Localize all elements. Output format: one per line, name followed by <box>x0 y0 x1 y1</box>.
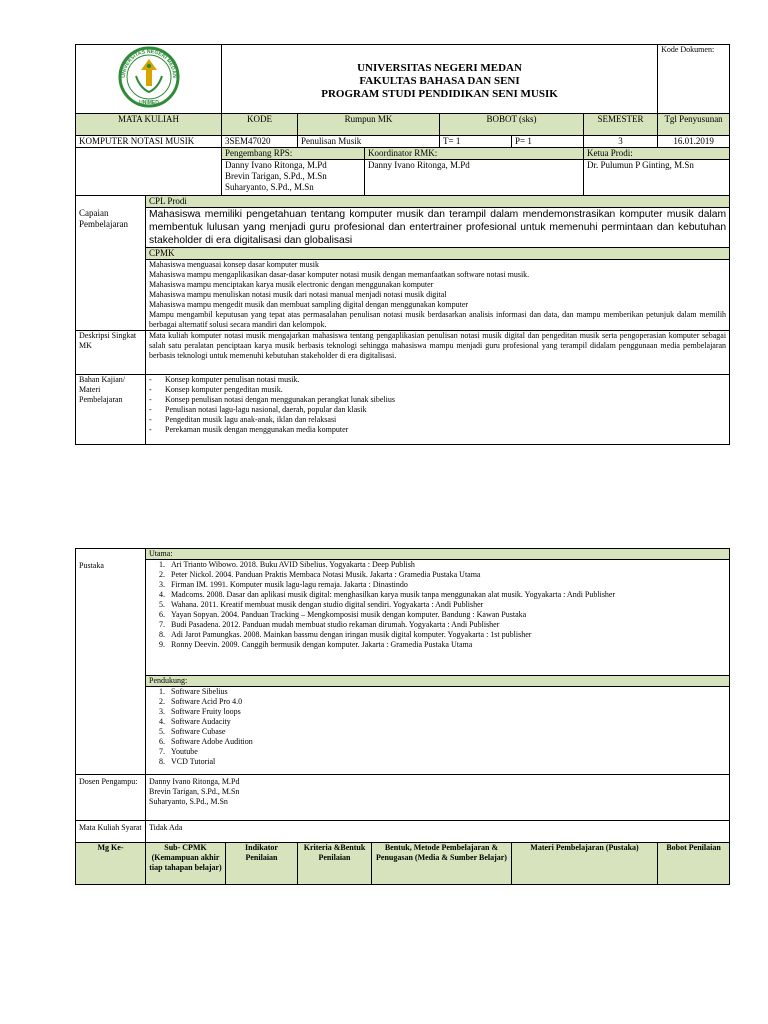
utama-list <box>146 560 730 676</box>
bahan-item: - Perekaman musik dengan menggunakan media komputer <box>149 425 349 434</box>
university-name: UNIVERSITAS NEGERI MEDAN <box>357 61 522 74</box>
logo-text-bottom: UNIMED <box>138 99 159 106</box>
ref-item: 5. Wahana. 2011. Kreatif membuat musik dengan studio digital sendiri. Yogyakarta : Andi Publisher <box>159 600 484 609</box>
bahan-item: - Konsep komputer penulisan notasi musik. <box>149 375 300 384</box>
rps-table-top <box>75 44 730 445</box>
col-mata-kuliah: MATA KULIAH <box>76 114 222 136</box>
support-item: 2. Software Acid Pro 4.0 <box>159 697 243 706</box>
support-item: 6. Software Adobe Audition <box>159 737 253 746</box>
col-mg: Mg Ke- <box>76 843 146 885</box>
pendukung-list <box>146 687 730 775</box>
col-rumpun: Rumpun MK <box>298 114 440 136</box>
logo-text-top: UNIVERSITAS NEGERI MEDAN <box>120 48 177 78</box>
bahan-item: - Konsep penulisan notasi dengan menggunakan perangkat lunak sibelius <box>149 395 395 404</box>
support-item: 8. VCD Tutorial <box>159 757 216 766</box>
kode-dokumen: Kode Dokumen: <box>658 45 730 114</box>
cpmk-item: Mahasiswa menguasai konsep dasar komputer musik <box>149 260 319 269</box>
koordinator-label: Koordinator RMK: <box>365 148 584 160</box>
col-materi: Materi Pembelajaran (Pustaka) <box>512 843 658 885</box>
support-item: 3. Software Fruity loops <box>159 707 241 716</box>
cpmk-list <box>146 260 730 331</box>
support-item: 5. Software Cubase <box>159 727 226 736</box>
deskripsi-text: Mata kuliah komputer notasi musik mengajarkan mahasiswa tentang pengaplikasian penulisan notasi musik digital dan pengeditan musik serta pengoperasian komputer sebagai salah satu peralatan penciptaan karya musik berbasis teknologi sehingga mahasiswa mampu menjadi guru profesional yang terampil didalam penggunaan media pembelajaran berbasis teknologi untuk memenuhi kebutuhan stakeholder di era digitalisasi. <box>146 331 730 375</box>
utama-label: Utama: <box>146 549 730 560</box>
cpmk-label: CPMK <box>146 248 730 260</box>
course-name: KOMPUTER NOTASI MUSIK <box>76 136 222 148</box>
col-tgl: Tgl Penyusunan <box>658 114 730 136</box>
ref-item: 1. Ari Trianto Wibowo. 2018. Buku AVID Sibelius. Yogyakarta : Deep Publish <box>159 560 415 569</box>
cpmk-item: Mahasiswa mampu menciptakan karya musik electronic dengan menggunakan komputer <box>149 280 434 289</box>
col-semester: SEMESTER <box>584 114 658 136</box>
ref-item: 3. Firman IM. 1991. Komputer musik lagu-lagu remaja. Jakarta : Dinastindo <box>159 580 408 589</box>
university-logo <box>116 46 182 108</box>
ref-item: 4. Madcoms. 2008. Dasar dan aplikasi musik digital: menghasilkan karya musik tanpa menggunakan alat musik. Yogyakarta : Andi Publisher <box>159 590 616 599</box>
bahan-item: - Pengeditan musik lagu anak-anak, iklan dan relaksasi <box>149 415 337 424</box>
ref-item: 8. Adi Jarot Pamungkas. 2008. Mainkan bassmu dengan iringan musik digital komputer. Yogyakarta : 1st publisher <box>159 630 532 639</box>
dosen-names: Danny Ivano Ritonga, M.Pd Brevin Tarigan, S.Pd., M.Sn Suharyanto, S.Pd., M.Sn <box>146 775 730 821</box>
course-p: P= 1 <box>512 136 584 148</box>
ref-item: 7. Budi Pasadena. 2012. Panduan mudah membuat studio rekaman dirumah. Yogyakarta : Andi Publisher <box>159 620 500 629</box>
koordinator-name: Danny Ivano Ritonga, M.Pd <box>365 160 584 196</box>
ketua-label: Ketua Prodi: <box>584 148 730 160</box>
cpmk-item: Mampu mengambil keputusan yang tepat atas permasalahan penulisan notasi musik berdasarkan analisis informasi dan data, dan mampu memberikan petunjuk dalam memilih berbagai alternatif solusi secara mandiri dan kelompok. <box>149 310 727 329</box>
pendukung-label: Pendukung: <box>146 676 730 687</box>
ref-item: 6. Yayan Sopyan. 2004. Panduan Tracking – Mengkomposisi musik dengan komputer. Bandung : Kawan Pustaka <box>159 610 527 619</box>
pustaka-label: Pustaka <box>76 549 146 775</box>
cpl-label: CPL Prodi <box>146 196 730 208</box>
col-indikator: Indikator Penilaian <box>226 843 298 885</box>
rps-table-bottom <box>75 548 730 885</box>
logo-cell <box>76 45 222 114</box>
ref-item: 2. Peter Nickol. 2004. Panduan Praktis Membaca Notasi Musik. Jakarta : Gramedia Pustaka Utama <box>159 570 481 579</box>
institution-title <box>222 45 658 114</box>
deskripsi-label: Deskripsi Singkat MK <box>76 331 146 375</box>
cpmk-item: Mahasiswa mampu menuliskan notasi musik dari notasi manual menjadi notasi musik digital <box>149 290 447 299</box>
bahan-item: - Konsep komputer pengeditan musik. <box>149 385 283 394</box>
course-rumpun: Penulisan Musik <box>298 136 440 148</box>
course-semester: 3 <box>584 136 658 148</box>
support-item: 7. Youtube <box>159 747 198 756</box>
bahan-list <box>146 375 730 445</box>
col-kode: KODE <box>222 114 298 136</box>
course-date: 16.01.2019 <box>658 136 730 148</box>
col-bobot-penilaian: Bobot Penilaian <box>658 843 730 885</box>
cpmk-item: Mahasiswa mampu mengedit musik dan membuat sampling digital dengan menggunakan komputer <box>149 300 469 309</box>
support-item: 4. Software Audacity <box>159 717 231 726</box>
capaian-label: Capaian Pembelajaran <box>76 196 146 331</box>
bahan-label: Bahan Kajian/ Materi Pembelajaran <box>76 375 146 445</box>
syarat-value: Tidak Ada <box>146 821 730 843</box>
pengembang-names: Danny Ivano Ritonga, M.Pd Brevin Tarigan, S.Pd., M.Sn Suharyanto, S.Pd., M.Sn <box>222 160 365 196</box>
col-bentuk: Bentuk, Metode Pembelajaran & Penugasan (Media & Sumber Belajar) <box>372 843 512 885</box>
faculty-name: FAKULTAS BAHASA DAN SENI <box>359 74 520 87</box>
pengembang-label: Pengembang RPS: <box>222 148 365 160</box>
course-t: T= 1 <box>440 136 512 148</box>
col-bobot: BOBOT (sks) <box>440 114 584 136</box>
support-item: 1. Software Sibelius <box>159 687 228 696</box>
program-name: PROGRAM STUDI PENDIDIKAN SENI MUSIK <box>321 87 558 100</box>
ref-item: 9. Ronny Deevin. 2009. Canggih bermusik dengan komputer. Jakarta : Gramedia Pustaka Utama <box>159 640 473 649</box>
syarat-label: Mata Kuliah Syarat <box>76 821 146 843</box>
col-sub-cpmk: Sub- CPMK (Kemampuan akhir tiap tahapan belajar) <box>146 843 226 885</box>
bahan-item: - Penulisan notasi lagu-lagu nasional, daerah, popular dan klasik <box>149 405 367 414</box>
course-code: 3SEM47020 <box>222 136 298 148</box>
dosen-label: Dosen Pengampu: <box>76 775 146 821</box>
cpmk-item: Mahasiswa mampu mengaplikasikan dasar-dasar komputer notasi musik dengan memanfaatkan software notasi musik. <box>149 270 530 279</box>
cpl-text: Mahasiswa memiliki pengetahuan tentang komputer musik dan terampil dalam mendemonstrasikan komputer musik dalam membentuk lulusan yang menjadi guru profesional dan entertrainer profesional untuk memenuhi permintaan dan kebutuhan stakeholder di era digitalisasi dan globalisasi <box>146 208 730 248</box>
ketua-name: Dr. Pulumun P Ginting, M.Sn <box>584 160 730 196</box>
col-kriteria: Kriteria &Bentuk Penilaian <box>298 843 372 885</box>
